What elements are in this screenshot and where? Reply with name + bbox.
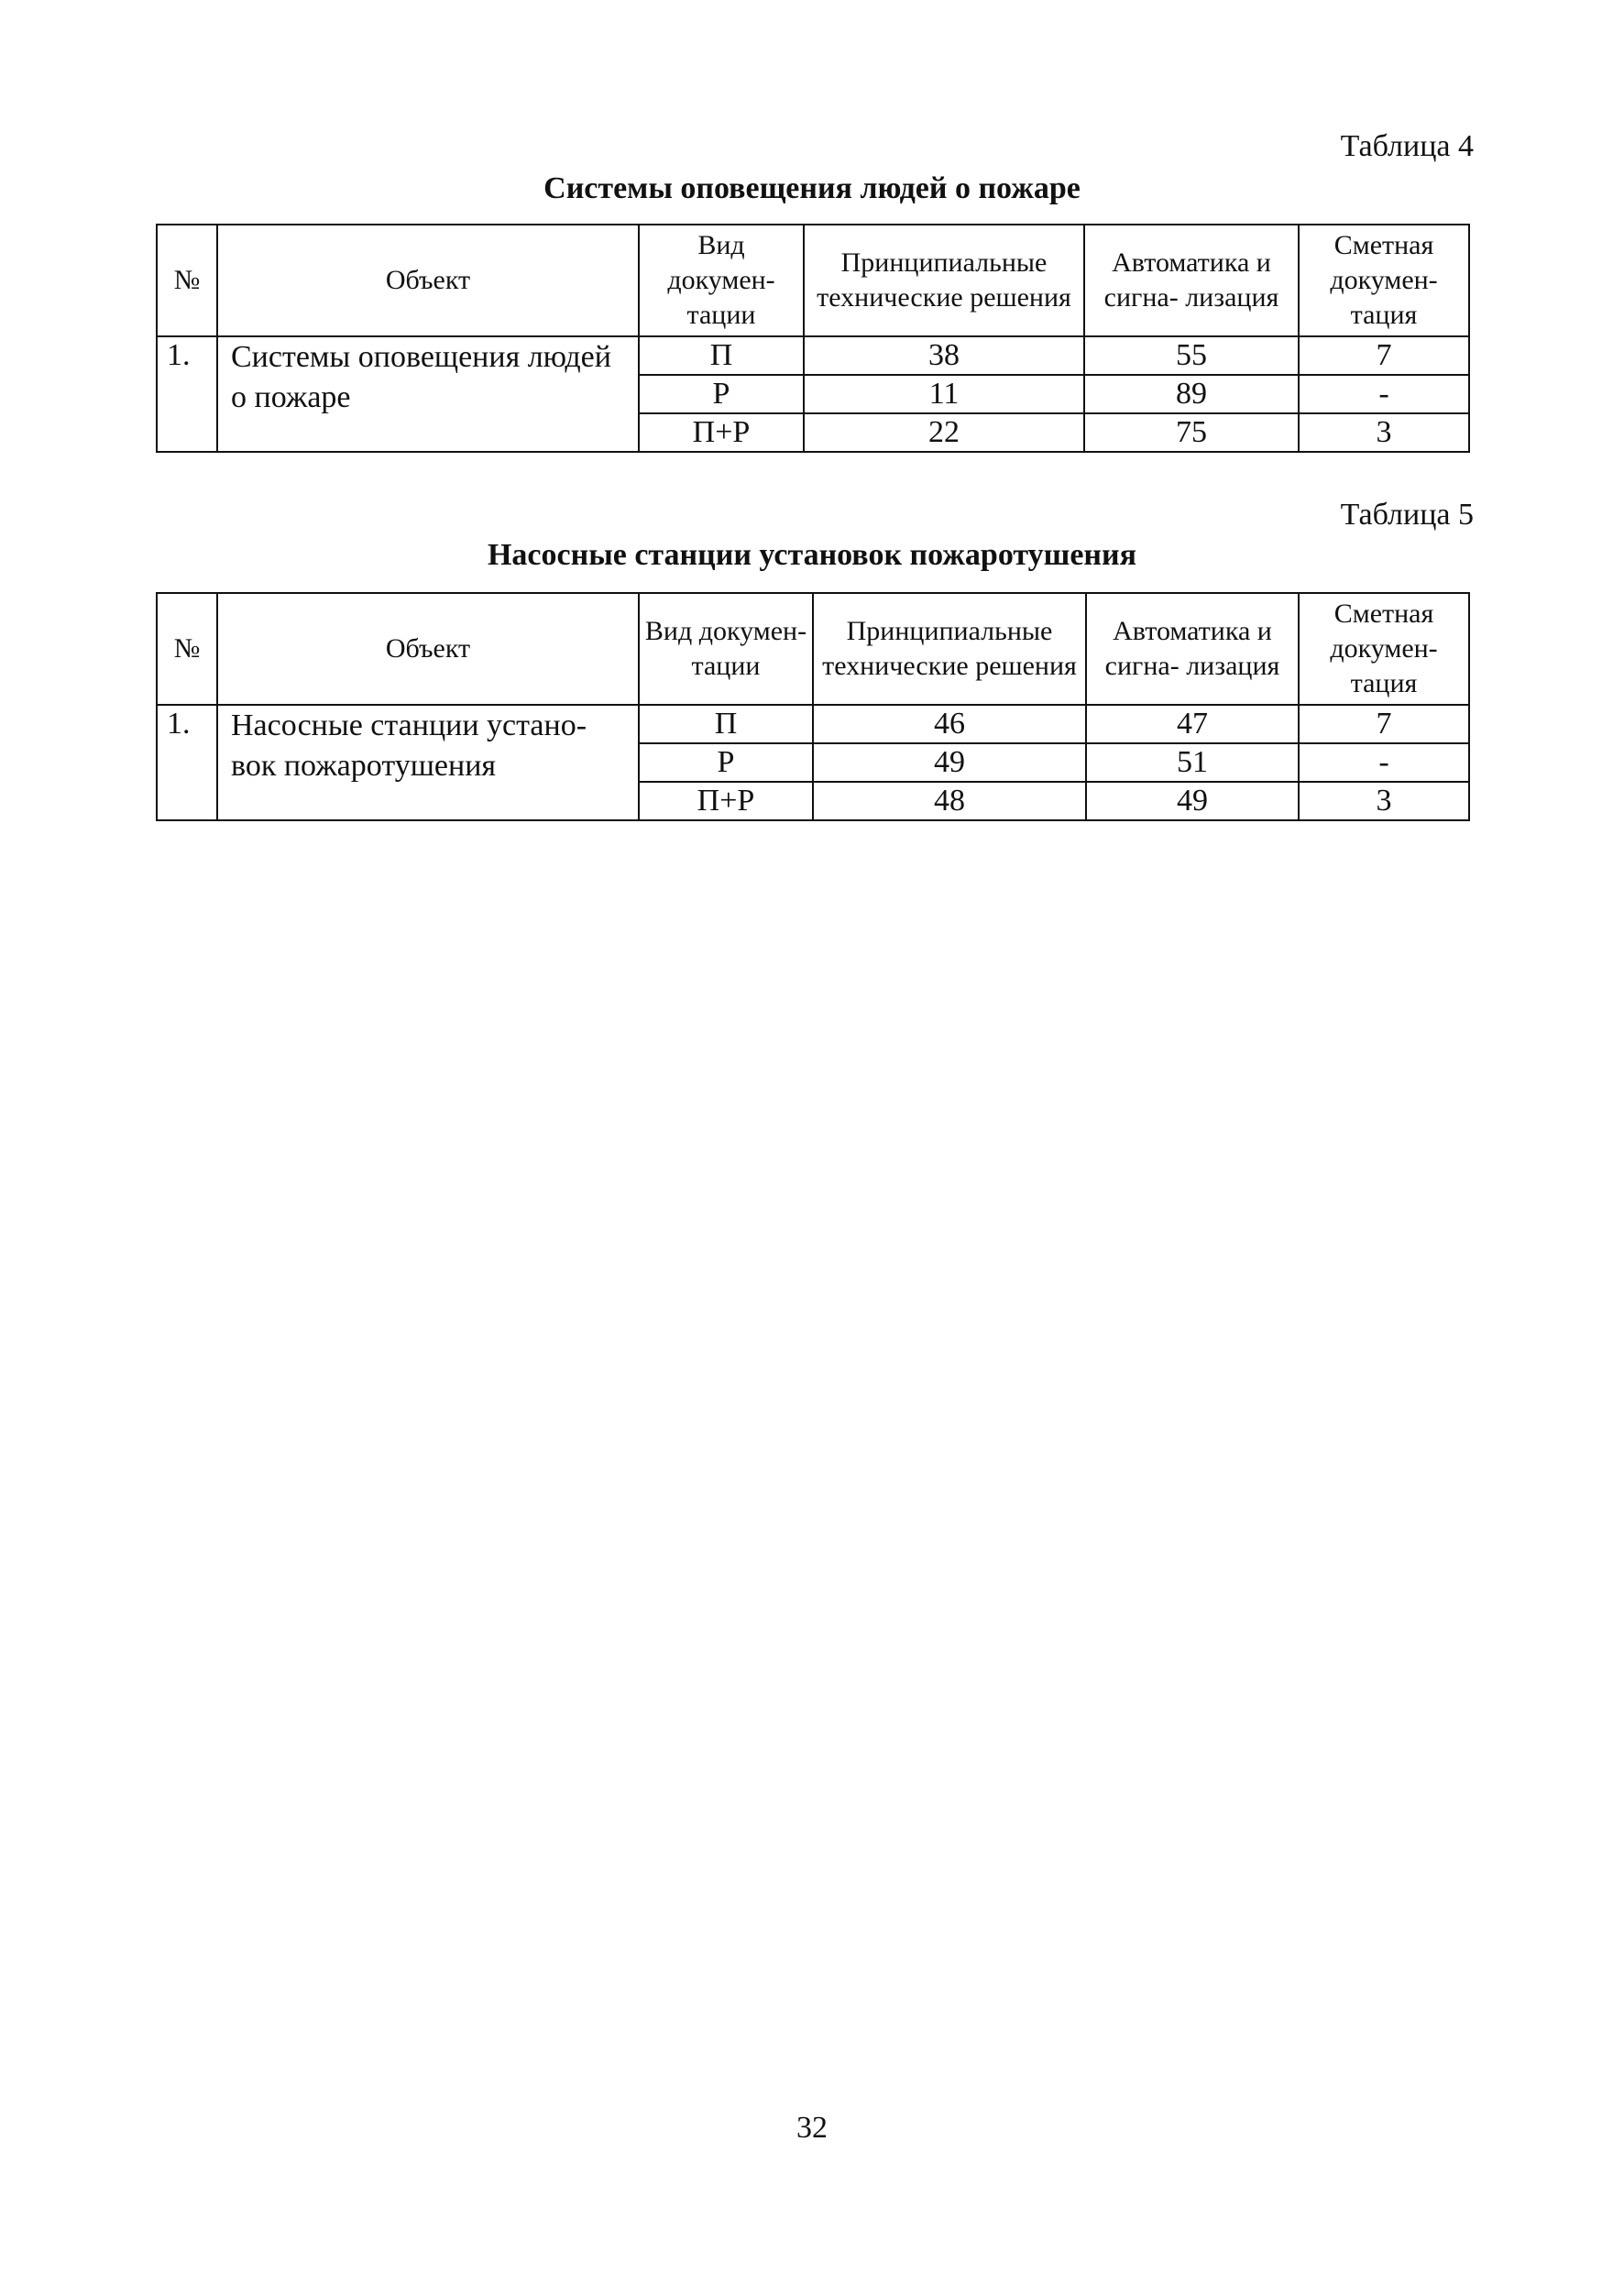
automation-cell: 49: [1086, 782, 1299, 820]
estimate-cell: 7: [1299, 336, 1469, 375]
principal-cell: 11: [804, 375, 1084, 413]
page-number: 32: [796, 2111, 828, 2145]
table4: [156, 224, 1470, 453]
object-name: Насосные станции устано- вок пожаротушения: [217, 705, 639, 820]
doc-type-cell: П+Р: [639, 413, 804, 452]
principal-cell: 46: [813, 705, 1086, 743]
automation-cell: 89: [1084, 375, 1299, 413]
col-header-num: №: [157, 225, 217, 336]
col-header-doc-type: Вид докумен- тации: [639, 593, 813, 705]
principal-cell: 22: [804, 413, 1084, 452]
table4-title: Системы оповещения людей о пожаре: [543, 171, 1081, 205]
estimate-cell: -: [1299, 743, 1469, 782]
table5-label: Таблица 5: [1340, 498, 1474, 532]
col-header-estimate: Сметная докумен- тация: [1299, 225, 1469, 336]
table5-title: Насосные станции установок пожаротушения: [487, 538, 1137, 572]
table-row: [157, 705, 1469, 743]
table-row: [157, 336, 1469, 375]
automation-cell: 55: [1084, 336, 1299, 375]
table4-label: Таблица 4: [1340, 129, 1474, 163]
table5: [156, 592, 1470, 821]
row-number: 1.: [157, 705, 217, 820]
estimate-cell: 3: [1299, 782, 1469, 820]
automation-cell: 75: [1084, 413, 1299, 452]
col-header-principal: Принципиальные технические решения: [813, 593, 1086, 705]
doc-type-cell: П: [639, 336, 804, 375]
col-header-estimate: Сметная докумен- тация: [1299, 593, 1469, 705]
principal-cell: 48: [813, 782, 1086, 820]
doc-type-cell: Р: [639, 375, 804, 413]
automation-cell: 51: [1086, 743, 1299, 782]
object-name: Системы оповещения людей о пожаре: [217, 336, 639, 452]
principal-cell: 49: [813, 743, 1086, 782]
doc-type-cell: Р: [639, 743, 813, 782]
automation-cell: 47: [1086, 705, 1299, 743]
col-header-automation: Автоматика и сигна- лизация: [1084, 225, 1299, 336]
doc-type-cell: П+Р: [639, 782, 813, 820]
col-header-automation: Автоматика и сигна- лизация: [1086, 593, 1299, 705]
doc-type-cell: П: [639, 705, 813, 743]
col-header-principal: Принципиальные технические решения: [804, 225, 1084, 336]
row-number: 1.: [157, 336, 217, 452]
col-header-object: Объект: [217, 225, 639, 336]
principal-cell: 38: [804, 336, 1084, 375]
table4-header-row: [157, 225, 1469, 336]
col-header-object: Объект: [217, 593, 639, 705]
estimate-cell: 3: [1299, 413, 1469, 452]
col-header-doc-type: Вид докумен- тации: [639, 225, 804, 336]
estimate-cell: -: [1299, 375, 1469, 413]
col-header-num: №: [157, 593, 217, 705]
table5-header-row: [157, 593, 1469, 705]
estimate-cell: 7: [1299, 705, 1469, 743]
